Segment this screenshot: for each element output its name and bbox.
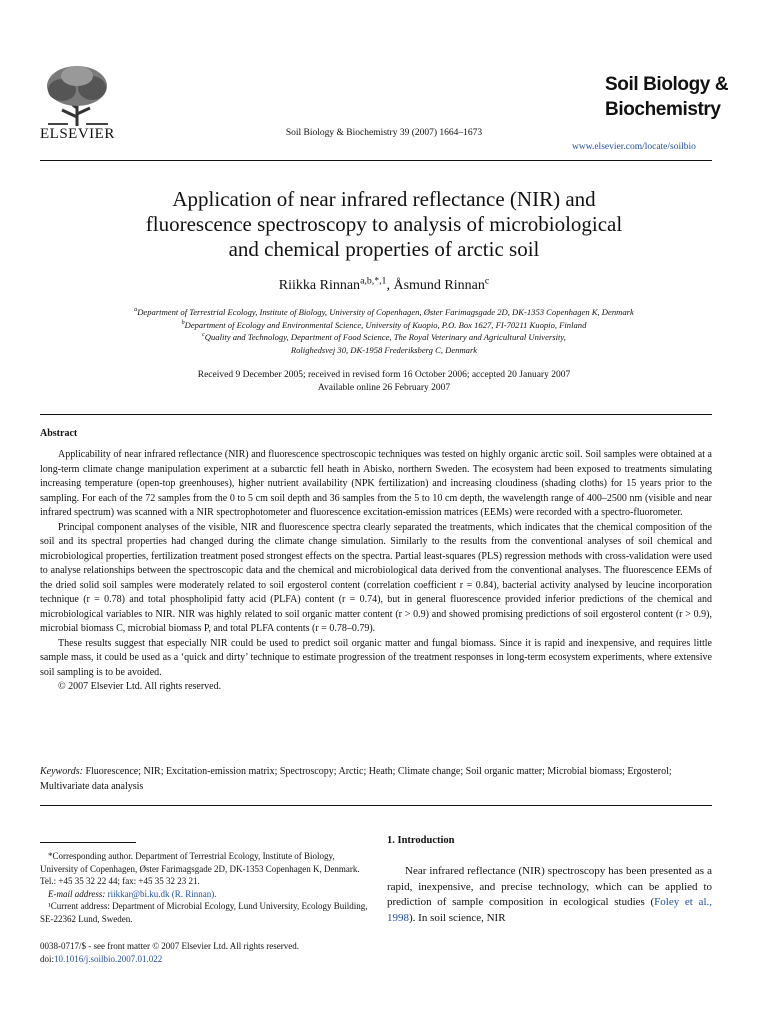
abstract-copyright: © 2007 Elsevier Ltd. All rights reserved. bbox=[58, 681, 222, 692]
journal-title-line: Biochemistry bbox=[605, 99, 721, 120]
intro-text-part: ). In soil science, NIR bbox=[409, 911, 506, 924]
affiliation-c bbox=[40, 331, 728, 344]
email-label: E-mail address: bbox=[48, 888, 106, 899]
author-list bbox=[0, 275, 768, 294]
affiliation-marker: c bbox=[202, 332, 205, 339]
keywords-label: Keywords: bbox=[40, 766, 83, 777]
journal-title bbox=[605, 72, 728, 122]
abstract-body bbox=[40, 448, 712, 695]
abstract-heading: Abstract bbox=[40, 428, 78, 439]
author-separator: , bbox=[386, 278, 394, 293]
title-line: Application of near infrared reflectance (NIR) and bbox=[172, 187, 596, 211]
keywords bbox=[40, 765, 712, 794]
received-dates: Received 9 December 2005; received in revised form 16 October 2006; accepted 20 January 2007 bbox=[197, 370, 571, 380]
abstract-paragraph: Applicability of near infrared reflectance (NIR) and fluorescence spectroscopic techniques was tested on highly organic arctic soil. Soil samples were obtained at a long-term climate change manipulation experiment at a subarctic fell heath in Abisko, northern Sweden. The ecosystem had been exposed to treatments simulating increasing temperature (open-top greenhouses), higher nutrient availability (NPK fertilization) and increasing cloudiness (shading cloths) for 15 years prior to the sampling. For each of the 72 samples from the 0 to 5 cm soil depth and 36 samples from the 5 to 10 cm depth, the wavelength range of 400–2500 nm (visible and near infrared spectrum) was scanned with a NIR spectrophotometer and fluorescence excitation-emission matrices (EEMs) were recorded with a spectro-fluorometer. bbox=[40, 449, 712, 518]
abstract-paragraph: Principal component analyses of the visible, NIR and fluorescence spectra clearly separated the treatments, which indicates that the chemical composition of the soil and its spectral properties had changed during the climate change simulation. Similarly to the results from the conventional analyses of soil chemical and microbiological properties, fertilization treatment posed strongest effects on the spectra. Partial least-squares (PLS) regression methods with cross-validation were used to analyse relationships between the spectroscopic data and the chemical and microbiological data derived from the conventional analyses. The fluorescence EEMs of the dried solid soil samples were moderately related to soil ergosterol content (correlation coefficient r = 0.84), bacterial activity analysed by leucine incorporation technique (r = 0.78) and total phospholipid fatty acid (PLFA) content (r = 0.74), but in general fluorescence provided inferior predictions of the chemical and microbiological variables to NIR. NIR was highly related to soil organic matter content (r > 0.9) and showed promising predictions of soil ergosterol content (r > 0.9), microbial biomass C, microbial biomass P, and total PLFA contents (r = 0.78–0.79). bbox=[40, 521, 712, 634]
section-heading-introduction: 1. Introduction bbox=[387, 835, 455, 846]
front-matter bbox=[40, 940, 299, 965]
header-divider bbox=[40, 160, 712, 161]
introduction-text bbox=[387, 864, 712, 926]
doi-label: doi: bbox=[40, 953, 55, 964]
email-link[interactable]: riikkar@bi.ku.dk (R. Rinnan). bbox=[105, 888, 217, 899]
current-address-note: ¹Current address: Department of Microbial Ecology, Lund University, Ecology Building, SE-22362 Lund, Sweden. bbox=[40, 901, 368, 924]
journal-citation: Soil Biology & Biochemistry 39 (2007) 1664–1673 bbox=[285, 128, 483, 138]
keywords-text: Fluorescence; NIR; Excitation-emission matrix; Spectroscopy; Arctic; Heath; Climate change; Soil organic matter; Microbial biomass; Ergosterol; Multivariate data analysis bbox=[40, 766, 672, 792]
abstract-top-divider bbox=[40, 414, 712, 415]
elsevier-tree-logo-icon bbox=[40, 62, 115, 128]
article-dates bbox=[0, 369, 768, 394]
footnote-divider bbox=[40, 842, 136, 843]
doi-link[interactable]: 10.1016/j.soilbio.2007.01.022 bbox=[54, 953, 163, 964]
affiliation-c-cont: Rolighedsvej 30, DK-1958 Frederiksberg C, Denmark bbox=[290, 344, 478, 355]
affiliation-text: Department of Ecology and Environmental Science, University of Kuopio, P.O. Box 1627, FI-70211 Kuopio, Finland bbox=[184, 319, 587, 330]
footnotes bbox=[40, 850, 370, 925]
author-superscript[interactable]: a,b,*,1 bbox=[360, 275, 387, 287]
corresponding-author-note: *Corresponding author. Department of Terrestrial Ecology, Institute of Biology, University of Copenhagen, Øster Farimagsgade 2D, DK-1353 Copenhagen K, Denmark. Tel.: +45 35 32 22 44; fax: +45 35 32 23 21. bbox=[40, 851, 360, 886]
issn-line: 0038-0717/$ - see front matter © 2007 Elsevier Ltd. All rights reserved. bbox=[40, 941, 300, 951]
author-name: Riikka Rinnan bbox=[278, 278, 361, 293]
publisher-name: ELSEVIER bbox=[40, 126, 115, 142]
journal-title-line: Soil Biology & bbox=[605, 74, 729, 95]
affiliation-marker: b bbox=[181, 319, 185, 326]
title-line: fluorescence spectroscopy to analysis of microbiological bbox=[145, 212, 623, 236]
email-note bbox=[40, 888, 370, 901]
citation-link[interactable]: Foley et al., 1998 bbox=[387, 896, 713, 924]
available-online: Available online 26 February 2007 bbox=[317, 382, 451, 393]
intro-text-part: Near infrared reflectance (NIR) spectroscopy has been presented as a rapid, inexpensive, and precise technology, which can be applied to prediction of sample composition in ecological studies ( bbox=[387, 865, 712, 908]
affiliation-a bbox=[40, 306, 728, 319]
affiliation-text: Department of Terrestrial Ecology, Institute of Biology, University of Copenhagen, Øster Farimagsgade 2D, DK-1353 Copenhagen K, Denmark bbox=[137, 307, 634, 317]
title-line: and chemical properties of arctic soil bbox=[228, 237, 540, 261]
affiliations bbox=[40, 306, 728, 356]
author-name: Åsmund Rinnan bbox=[393, 278, 485, 293]
affiliation-marker: a bbox=[134, 307, 138, 314]
journal-url-link[interactable]: www.elsevier.com/locate/soilbio bbox=[572, 142, 696, 152]
article-title bbox=[60, 187, 708, 262]
doi-line bbox=[40, 953, 299, 966]
abstract-bottom-divider bbox=[40, 805, 712, 806]
abstract-paragraph: These results suggest that especially NIR could be used to predict soil organic matter and fungal biomass. Since it is rapid and inexpensive, and requires little sample mass, it could be used as a ‘quick and dirty’ technique to estimate progression of the treatment responses in long-term ecosystem experiments, where extensive soil sampling is to be avoided. bbox=[40, 637, 712, 678]
affiliation-b bbox=[40, 319, 728, 332]
affiliation-text: Quality and Technology, Department of Food Science, The Royal Veterinary and Agricultural University, bbox=[204, 332, 566, 342]
author-superscript[interactable]: c bbox=[484, 275, 490, 287]
